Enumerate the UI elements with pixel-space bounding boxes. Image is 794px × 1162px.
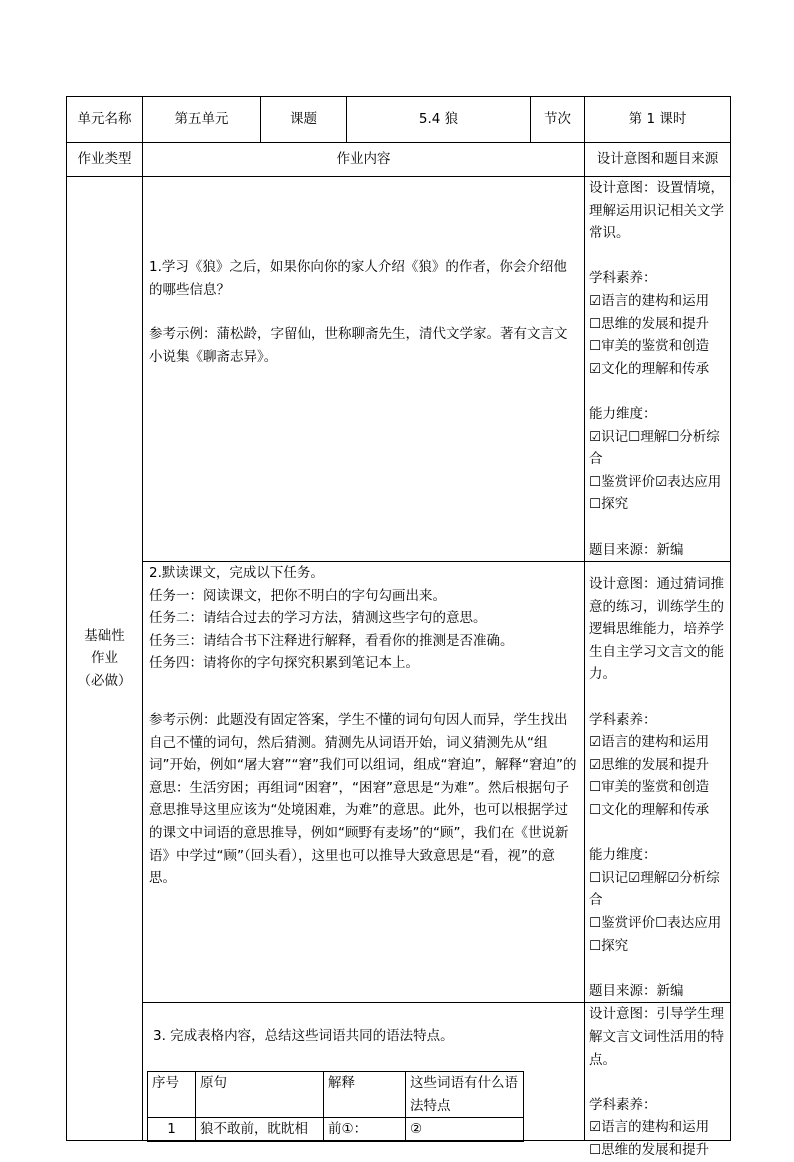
q1-literacy-1: ☑语言的建构和运用 <box>589 292 710 309</box>
q3-row <box>67 1003 731 1141</box>
q2-literacy-1: ☑语言的建构和运用 <box>589 734 710 751</box>
q1-ability-2: ☐鉴赏评价☑表达应用☐探究 <box>589 473 722 513</box>
q1-answer: 参考示例：蒲松龄，字留仙，世称聊斋先生，清代文学家。著有文言文小说集《聊斋志异》。 <box>149 326 568 365</box>
q2-content-cell <box>143 562 585 1003</box>
category-cell <box>67 177 143 1141</box>
q1-literacy-title: 学科素养： <box>589 270 657 287</box>
unit-value-cell: 第五单元 <box>143 97 261 143</box>
q1-question: 1.学习《狼》之后，如果你向你的家人介绍《狼》的作者，你会介绍他的哪些信息？ <box>149 259 567 298</box>
q1-literacy-3: ☐审美的鉴赏和创造 <box>589 338 710 355</box>
q3-literacy-1: ☑语言的建构和运用 <box>589 1119 710 1136</box>
category-line-1: 基础性 <box>84 627 125 644</box>
q2-intent: 设计意图：通过猜词推意的练习，训练学生的逻辑思维能力，培养学生自主学习文言文的能力。 <box>589 576 724 683</box>
q1-ability-title: 能力维度： <box>589 405 657 422</box>
q2-row <box>67 562 731 1003</box>
content-header: 作业内容 <box>143 143 585 177</box>
q3-th-grammar: 这些词语有什么语法特点 <box>406 1071 524 1117</box>
section-value-cell: 第 1 课时 <box>585 97 731 143</box>
q2-task-2: 任务二：请结合过去的学习方法，猜测这些字句的意思。 <box>149 610 487 627</box>
q1-literacy-2: ☐思维的发展和提升 <box>589 315 710 332</box>
q3-intent: 设计意图：引导学生理解文言文词性活用的特点。 <box>589 1006 724 1068</box>
q1-literacy-4: ☑文化的理解和传承 <box>589 360 710 377</box>
q3-intent-cell <box>585 1003 731 1158</box>
q3-td-sentence: 狼不敢前，眈眈相 <box>196 1118 324 1142</box>
q3-th-explanation: 解释 <box>324 1071 406 1117</box>
q3-content-cell <box>143 1003 585 1141</box>
unit-label-cell: 单元名称 <box>67 97 143 143</box>
q3-literacy-2: ☐思维的发展和提升 <box>589 1141 710 1158</box>
q1-intent-cell <box>585 177 731 562</box>
intent-header: 设计意图和题目来源 <box>585 143 731 177</box>
q2-ability-title: 能力维度： <box>589 847 657 864</box>
q2-intent-cell <box>585 562 731 1003</box>
q3-literacy-title: 学科素养： <box>589 1096 657 1113</box>
section-label-cell: 节次 <box>531 97 585 143</box>
q2-literacy-4: ☐文化的理解和传承 <box>589 802 710 819</box>
q3-th-index: 序号 <box>148 1071 196 1117</box>
q1-intent: 设计意图：设置情境，理解运用识记相关文学常识。 <box>589 180 724 242</box>
q3-question: 3. 完成表格内容，总结这些词语共同的语法特点。 <box>153 1028 454 1045</box>
category-line-3: （必做） <box>77 672 132 689</box>
q3-td-grammar: ② <box>406 1118 524 1142</box>
q2-task-4: 任务四：请将你的字句探究积累到笔记本上。 <box>149 655 419 672</box>
q2-ability-2: ☐鉴赏评价☐表达应用☐探究 <box>589 915 722 954</box>
q2-intro: 2.默读课文，完成以下任务。 <box>149 565 324 582</box>
q2-literacy-2: ☑思维的发展和提升 <box>589 756 710 773</box>
q3-table-header-row <box>148 1071 524 1117</box>
q3-th-sentence: 原句 <box>196 1071 324 1117</box>
q2-task-3: 任务三：请结合书下注释进行解释，看看你的推测是否准确。 <box>149 632 514 649</box>
topic-value-cell: 5.4 狼 <box>347 97 531 143</box>
q1-ability-1: ☑识记☐理解☐分析综合 <box>589 428 720 468</box>
q2-task-1: 任务一：阅读课文，把你不明白的字句勾画出来。 <box>149 587 446 604</box>
q3-td-index: 1 <box>148 1118 196 1142</box>
column-header-row <box>67 143 731 177</box>
header-row <box>67 97 731 143</box>
q2-answer: 参考示例：此题没有固定答案，学生不懂的词句句因人而异，学生找出自己不懂的词句，然后猜测。猜测先从词语开始，词义猜测先从“组词”开始，例如“屠大窘”“窘”我们可以组词，组成“窘迫”，解释“窘迫”的意思：生活穷困；再组词“困窘”，“困窘”意思是“为难”。然后根据句子意思推导这里应该为“处境困难，为难”的意思。此外，也可以根据学过的课文中词语的意思推导，例如“顾野有麦场”的“顾”，我们在《世说新语》中学过“顾”（回头看），这里也可以推导大致意思是“看，视”的意思。 <box>149 712 577 887</box>
q2-literacy-title: 学科素养： <box>589 711 657 728</box>
topic-label-cell: 课题 <box>261 97 347 143</box>
q2-ability-1: ☐识记☑理解☑分析综合 <box>589 869 720 909</box>
homework-design-table <box>66 96 731 1158</box>
type-header: 作业类型 <box>67 143 143 177</box>
q1-row <box>67 177 731 562</box>
q3-table <box>147 1071 524 1142</box>
q2-source: 题目来源：新编 <box>589 982 684 999</box>
category-line-2: 作业 <box>91 650 118 667</box>
q3-td-explanation: 前①： <box>324 1118 406 1142</box>
q3-table-row <box>148 1118 524 1142</box>
q1-content-cell <box>143 177 585 562</box>
q1-source: 题目来源：新编 <box>589 541 684 558</box>
q2-literacy-3: ☐审美的鉴赏和创造 <box>589 779 710 796</box>
